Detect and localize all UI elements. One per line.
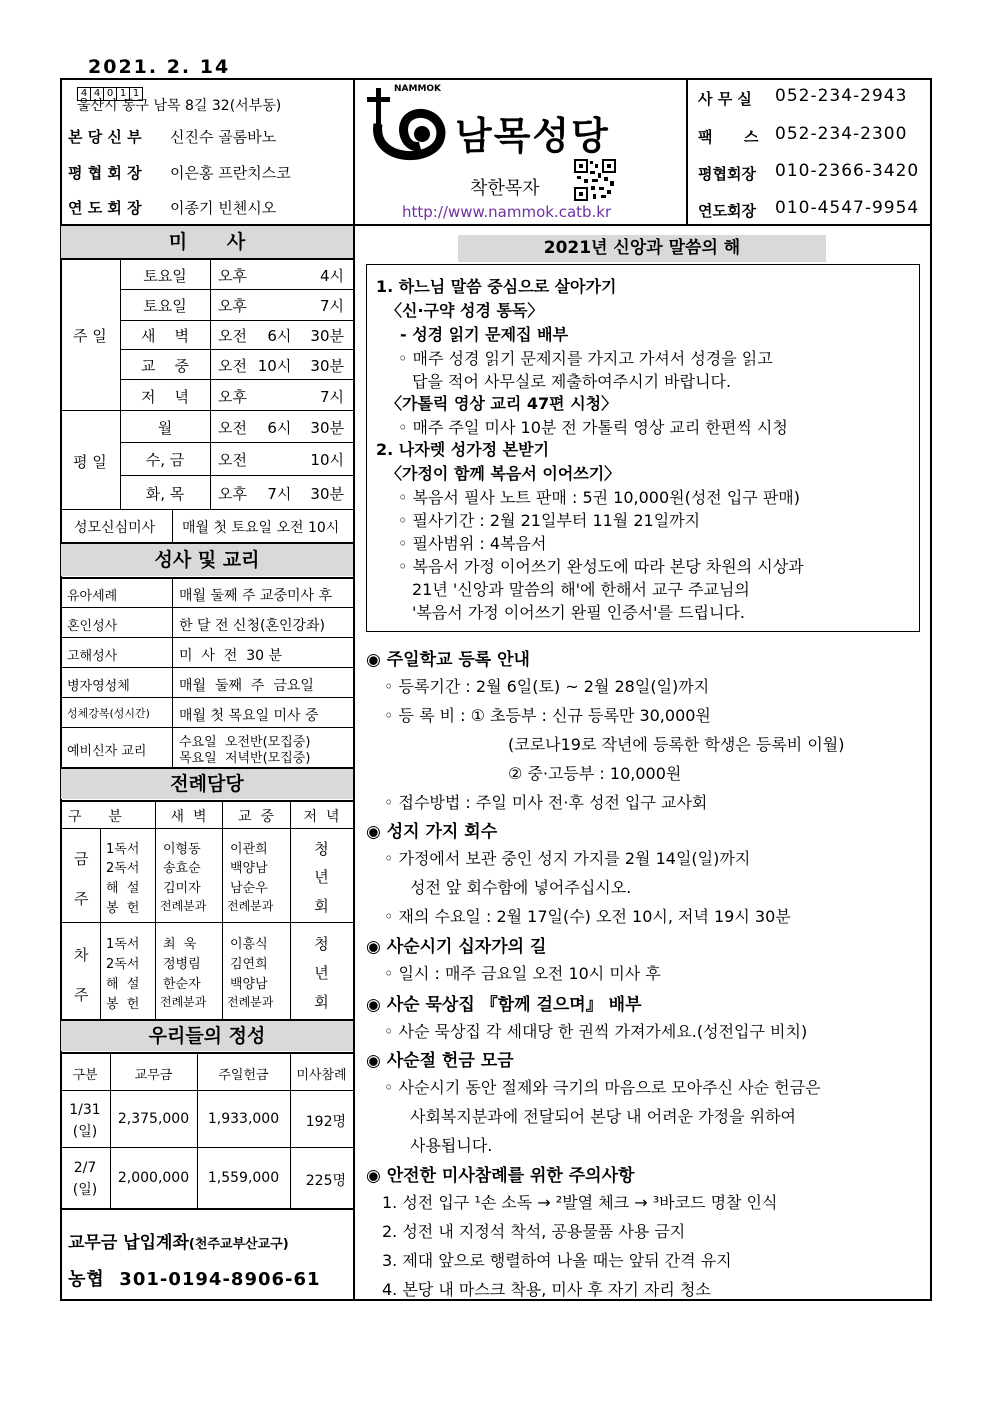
- divider: [120, 442, 353, 443]
- notice-line: 사용됩니다.: [410, 1136, 493, 1155]
- divider: [155, 801, 156, 1019]
- theme-line: ◦ 매주 주일 미사 10분 전 가톨릭 영상 교리 한편씩 시청: [398, 418, 788, 437]
- liturgy-main-person: 남순우: [230, 881, 268, 896]
- divider: [60, 607, 354, 608]
- mass-day: 월: [157, 419, 173, 437]
- notice-line: 사회복지분과에 전달되어 본당 내 어려운 가정을 위하여: [410, 1107, 797, 1126]
- mass-ampm: 오전: [218, 357, 247, 375]
- liturgy-dawn-person: 송효순: [163, 861, 201, 876]
- liturgy-evening: 년: [314, 964, 329, 982]
- divider: [60, 727, 354, 728]
- divider: [60, 667, 354, 668]
- contact-value: 052-234-2943: [775, 86, 908, 106]
- theme-line: ◦ 복음서 가정 이어쓰기 완성도에 따라 본당 차원의 시상과: [398, 557, 804, 576]
- zip-digit: 4: [90, 87, 104, 101]
- theme-line: '복음서 가정 이어쓰기 완필 인증서'를 드립니다.: [412, 603, 745, 622]
- church-address: 울산시 동구 남목 8길 32(서부동): [77, 98, 282, 114]
- notice-line: 성전 앞 회수함에 넣어주십시오.: [410, 878, 632, 897]
- divider: [172, 509, 173, 542]
- sacrament-label: 유아세례: [67, 589, 118, 604]
- liturgy-evening: 년: [314, 868, 329, 886]
- theme-heading: 〈가정이 함께 복음서 이어쓰기〉: [386, 464, 621, 483]
- bulletin-date: 2021. 2. 14: [88, 56, 231, 78]
- contact-label: 팩 스: [698, 128, 759, 146]
- divider: [60, 509, 354, 510]
- liturgy-dawn-person: 전례분과: [160, 995, 207, 1009]
- notice-line: ◦ 등록기간 : 2월 6일(토) ~ 2월 28일(일)까지: [384, 677, 710, 696]
- divider: [60, 258, 354, 260]
- sacrament-value-2: 목요일 저녁반(모집중): [179, 751, 311, 766]
- staff-role: 연 도 회 장: [68, 199, 142, 217]
- account-bank-note: (천주교부산교구): [188, 1237, 289, 1252]
- theme-line: ◦ 복음서 필사 노트 판매 : 5권 10,000원(성전 입구 판매): [398, 488, 801, 507]
- divider: [60, 1208, 354, 1210]
- staff-name: 이은홍 프란치스코: [170, 164, 291, 182]
- mass-time: 10시: [310, 451, 344, 469]
- offering-dues: 2,000,000: [117, 1170, 190, 1186]
- theme-heading: 1. 하느님 말씀 중심으로 살아가기: [376, 277, 617, 296]
- year-theme-banner: 2021년 신앙과 말씀의 해: [458, 235, 826, 262]
- liturgy-dawn-person: 정병림: [163, 957, 201, 972]
- mass-day: 수, 금: [145, 451, 185, 469]
- divider: [60, 697, 354, 698]
- notice-line: ◦ 재의 수요일 : 2월 17일(수) 오전 10시, 저녁 19시 30분: [384, 907, 791, 926]
- divider: [60, 828, 354, 829]
- divider: [222, 801, 223, 1019]
- liturgy-evening: 청: [314, 935, 329, 953]
- staff-name: 이종기 빈첸시오: [170, 199, 277, 217]
- liturgy-main-person: 전례분과: [227, 995, 274, 1009]
- offering-attendance: 192명: [305, 1114, 346, 1130]
- church-name: 남목성당: [455, 114, 610, 158]
- logo-small-text: NAMMOK: [394, 84, 442, 94]
- divider: [60, 637, 354, 638]
- theme-line: ◦ 필사기간 : 2월 21일부터 11월 21일까지: [398, 511, 701, 530]
- notice-line: ② 중·고등부 : 10,000원: [508, 764, 682, 783]
- mass-ampm: 오후: [218, 485, 247, 503]
- liturgy-dawn-person: 김미자: [163, 881, 201, 896]
- liturgy-week-label: 차: [74, 946, 89, 964]
- sacrament-label: 병자영성체: [67, 679, 130, 694]
- contact-label: 사 무 실: [698, 90, 752, 108]
- notice-line: ◦ 사순 묵상집 각 세대당 한 권씩 가져가세요.(성전입구 비치): [384, 1022, 808, 1041]
- theme-line: ◦ 필사범위 : 4복음서: [398, 534, 547, 553]
- divider: [60, 410, 354, 411]
- theme-heading: 〈신·구약 성경 통독〉: [386, 301, 544, 320]
- offering-header: 미사참례: [296, 1068, 347, 1083]
- theme-heading: 2. 나자렛 성가정 본받기: [376, 440, 550, 459]
- zip-digit: 1: [116, 87, 130, 101]
- liturgy-role: 해 설: [106, 881, 140, 896]
- divider: [120, 475, 353, 476]
- mass-day: 토요일: [143, 297, 187, 315]
- notice-heading: ◉ 성지 가지 회수: [366, 822, 498, 842]
- divider: [60, 1052, 354, 1054]
- mass-time: 4시: [319, 267, 344, 285]
- mass-time: 7시: [319, 388, 344, 406]
- mass-ampm: 오후: [218, 267, 247, 285]
- divider: [100, 829, 101, 1019]
- mass-day: 화, 목: [145, 485, 185, 503]
- offering-attendance: 225명: [305, 1173, 346, 1189]
- mass-time: 7시: [319, 297, 344, 315]
- sacrament-label: 예비신자 교리: [67, 744, 147, 759]
- mass-day: 토요일: [143, 267, 187, 285]
- church-motto: 착한목자: [470, 178, 540, 199]
- liturgy-role: 1독서: [106, 842, 140, 857]
- staff-role: 평 협 회 장: [68, 164, 142, 182]
- theme-line: 답을 적어 사무실로 제출하여주시기 바랍니다.: [412, 372, 732, 391]
- theme-line: 21년 '신앙과 말씀의 해'에 한해서 교구 주교님의: [412, 580, 750, 599]
- liturgy-week-label: 주: [74, 986, 89, 1004]
- liturgy-main-person: 이흥식: [230, 937, 268, 952]
- liturgy-main-person: 이관희: [230, 842, 268, 857]
- sacrament-value: 한 달 전 신청(혼인강좌): [179, 618, 325, 634]
- zip-digit: 4: [77, 87, 91, 101]
- offering-sunday: 1,559,000: [207, 1170, 280, 1186]
- notice-heading: ◉ 사순 묵상집 『함께 걸으며』 배부: [366, 995, 642, 1015]
- liturgy-header: 구 분: [68, 809, 122, 825]
- theme-line: ◦ 매주 성경 읽기 문제지를 가지고 가셔서 성경을 읽고: [398, 349, 773, 368]
- offering-date: (일): [72, 1124, 98, 1140]
- mass-time: 10시 30분: [257, 357, 344, 375]
- liturgy-main-person: 백양남: [230, 861, 268, 876]
- divider: [120, 349, 353, 350]
- account-number: 농협 301-0194-8906-61: [68, 1269, 321, 1290]
- divider: [60, 577, 354, 579]
- account-title: [68, 1228, 289, 1253]
- divider: [210, 259, 211, 509]
- contact-label: 평협회장: [698, 165, 756, 183]
- header-contact-divider: [686, 78, 688, 225]
- liturgy-dawn-person: 전례분과: [160, 899, 207, 913]
- liturgy-week-label: 금: [74, 850, 89, 868]
- divider: [60, 1147, 354, 1148]
- sacrament-value: 매월 둘째 주 교중미사 후: [179, 588, 333, 604]
- sacrament-label: 성체강복(성시간): [67, 707, 150, 720]
- divider: [60, 800, 354, 802]
- mass-day: 새 벽: [140, 327, 190, 345]
- sacrament-value: 매월 첫 목요일 미사 중: [179, 708, 319, 724]
- mass-time: 6시 30분: [267, 327, 344, 345]
- offering-header: 주일헌금: [218, 1068, 269, 1083]
- offering-section-title: 우리들의 정성: [61, 1021, 353, 1051]
- liturgy-main-person: 김연희: [230, 957, 268, 972]
- contact-label: 연도회장: [698, 202, 756, 220]
- notice-line: ◦ 사순시기 동안 절제와 극기의 마음으로 모아주신 사순 헌금은: [384, 1078, 821, 1097]
- liturgy-evening: 회: [314, 993, 329, 1011]
- mass-section-title: 미 사: [61, 226, 353, 258]
- liturgy-week-label: 주: [74, 890, 89, 908]
- mass-ampm: 오후: [218, 388, 247, 406]
- liturgy-evening: 회: [314, 897, 329, 915]
- liturgy-dawn-person: 한순자: [163, 977, 201, 992]
- mass-sunday-label: 주 일: [73, 327, 107, 345]
- zip-digit: 0: [103, 87, 117, 101]
- mass-weekday-label: 평 일: [73, 453, 107, 471]
- offering-sunday: 1,933,000: [207, 1111, 280, 1127]
- sacrament-value: 매월 둘째 주 금요일: [179, 678, 314, 694]
- liturgy-role: 2독서: [106, 861, 140, 876]
- sacraments-section-title: 성사 및 교리: [61, 544, 353, 576]
- liturgy-header: 교 중: [238, 809, 274, 825]
- liturgy-evening: 청: [314, 840, 329, 858]
- notice-line: ◦ 일시 : 매주 금요일 오전 10시 미사 후: [384, 964, 661, 983]
- church-logo-icon: [362, 84, 452, 164]
- divider: [60, 922, 354, 923]
- contact-value: 010-2366-3420: [775, 161, 920, 181]
- mass-time: 6시 30분: [267, 419, 344, 437]
- mass-ampm: 오전: [218, 327, 247, 345]
- notice-line: ◦ 등 록 비 : ① 초등부 : 신규 등록만 30,000원: [384, 706, 711, 725]
- contact-value: 052-234-2300: [775, 124, 908, 144]
- liturgy-role: 봉 헌: [106, 997, 140, 1012]
- mass-ampm: 오전: [218, 419, 247, 437]
- liturgy-dawn-person: 이형동: [163, 842, 201, 857]
- liturgy-role: 2독서: [106, 957, 140, 972]
- theme-heading: - 성경 읽기 문제집 배부: [400, 325, 569, 344]
- heart-mass-value: 매월 첫 토요일 오전 10시: [182, 520, 340, 536]
- notice-line: ◦ 가정에서 보관 중인 성지 가지를 2월 14일(일)까지: [384, 849, 751, 868]
- mass-day: 저 녁: [140, 388, 190, 406]
- sacrament-label: 혼인성사: [67, 619, 118, 634]
- liturgy-header: 저 녁: [303, 809, 340, 825]
- notice-line: 2. 성전 내 지정석 착석, 공용물품 사용 금지: [382, 1222, 686, 1241]
- liturgy-main-person: 백양남: [230, 977, 268, 992]
- liturgy-dawn-person: 최 욱: [163, 937, 197, 952]
- sacrament-value: 수요일 오전반(모집중): [179, 735, 311, 750]
- sacrament-value: 미 사 전 30 분: [179, 648, 283, 664]
- liturgy-section-title: 전례담당: [61, 769, 353, 799]
- notice-line: ◦ 접수방법 : 주일 미사 전·후 성전 입구 교사회: [384, 793, 708, 812]
- mass-ampm: 오전: [218, 451, 247, 469]
- account-title-text: 교무금 납입계좌: [68, 1233, 189, 1253]
- notice-line: (코로나19로 작년에 등록한 학생은 등록비 이월): [508, 735, 845, 754]
- mass-day: 교 중: [140, 357, 190, 375]
- liturgy-role: 1독서: [106, 937, 140, 952]
- notice-heading: ◉ 안전한 미사참례를 위한 주의사항: [366, 1166, 635, 1186]
- mass-time: 7시 30분: [267, 485, 344, 503]
- mass-ampm: 오후: [218, 297, 247, 315]
- offering-header: 구분: [72, 1068, 98, 1083]
- divider: [120, 379, 353, 380]
- offering-date: (일): [72, 1182, 98, 1198]
- offering-dues: 2,375,000: [117, 1111, 190, 1127]
- notice-line: 4. 본당 내 마스크 착용, 미사 후 자기 자리 청소: [382, 1280, 711, 1299]
- liturgy-header: 새 벽: [170, 809, 207, 825]
- heart-mass-label: 성모신심미사: [74, 520, 156, 536]
- liturgy-main-person: 전례분과: [227, 899, 274, 913]
- notice-line: 1. 성전 입구 ¹손 소독 → ²발열 체크 → ³바코드 명찰 인식: [382, 1193, 778, 1212]
- sacrament-label: 고해성사: [67, 649, 118, 664]
- contact-value: 010-4547-9954: [775, 198, 920, 218]
- notice-heading: ◉ 사순절 헌금 모금: [366, 1051, 514, 1071]
- divider: [120, 320, 353, 321]
- notice-heading: ◉ 사순시기 십자가의 길: [366, 937, 547, 957]
- liturgy-role: 봉 헌: [106, 901, 140, 916]
- church-url[interactable]: http://www.nammok.catb.kr: [402, 203, 612, 221]
- qr-code-icon: [574, 159, 616, 201]
- divider: [120, 289, 353, 290]
- divider: [60, 1090, 354, 1091]
- theme-heading: 〈가톨릭 영상 교리 47편 시청〉: [386, 394, 618, 413]
- offering-date: 1/31: [69, 1102, 101, 1118]
- column-divider: [353, 78, 355, 1301]
- offering-date: 2/7: [73, 1160, 97, 1176]
- liturgy-role: 해 설: [106, 977, 140, 992]
- zip-digit: 1: [129, 87, 143, 101]
- staff-role: 본 당 신 부: [68, 128, 142, 146]
- staff-name: 신진수 골롬바노: [170, 128, 277, 146]
- offering-header: 교무금: [134, 1068, 173, 1083]
- notice-line: 3. 제대 앞으로 행렬하여 나올 때는 앞뒤 간격 유지: [382, 1251, 732, 1270]
- notice-heading: ◉ 주일학교 등록 안내: [366, 650, 530, 670]
